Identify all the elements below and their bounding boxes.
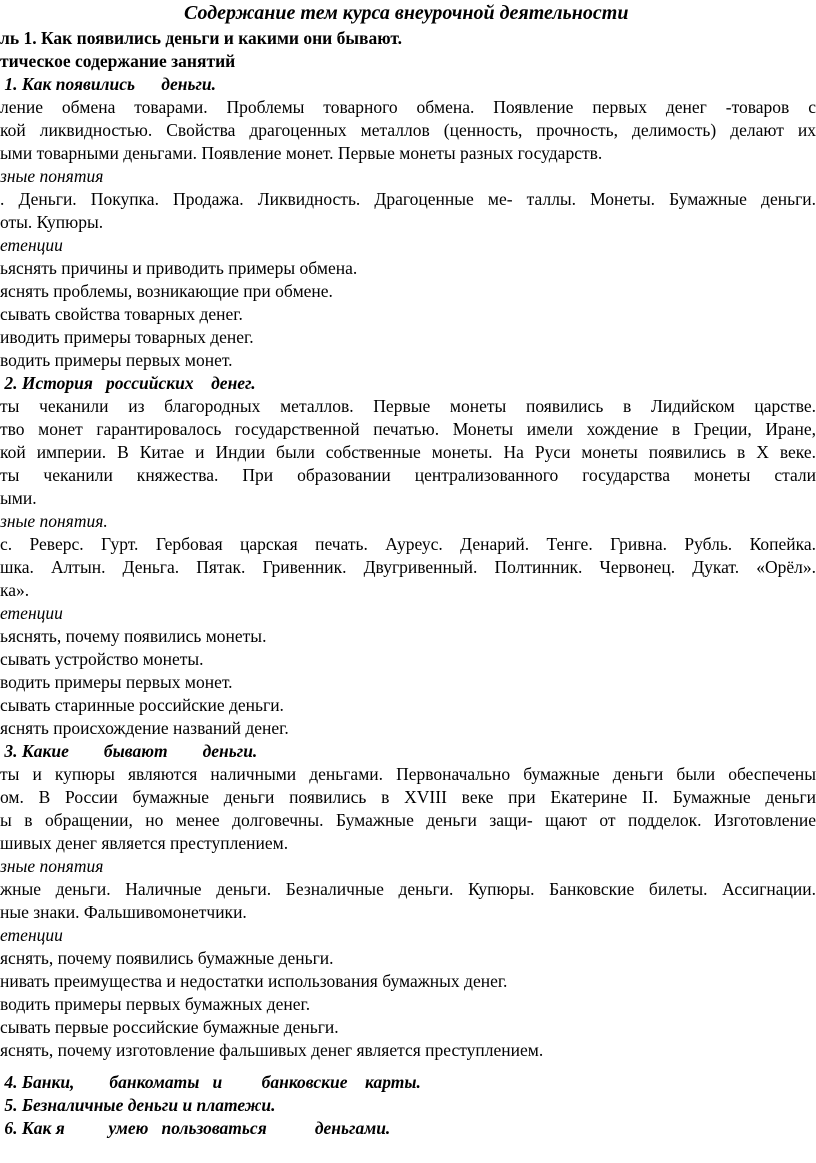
topic-3-competency: сывать первые российские бумажные деньги. [0, 1017, 339, 1037]
topic-2-competency: яснять происхождение названий денег. [0, 718, 289, 738]
topic-3-concepts-label: зные понятия [0, 856, 104, 876]
topic-3-competency: нивать преимущества и недостатки использования бумажных денег. [0, 971, 508, 991]
topic-1-paragraph-line: ыми товарными деньгами. Появление монет. Первые монеты разных государств. [0, 143, 603, 163]
topic-2-competencies-label: етенции [0, 603, 63, 623]
topic-3-competency: водить примеры первых бумажных денег. [0, 994, 311, 1014]
topic-3-competency: яснять, почему изготовление фальшивых денег является преступлением. [0, 1040, 544, 1060]
thematic-content-heading: тическое содержание занятий [0, 51, 236, 71]
topic-2-heading: 2. История российских денег. [0, 373, 256, 393]
topic-2-paragraph-line: ты чеканили княжества. При образовании централизованного государства монеты стали [0, 465, 816, 485]
topic-2-concepts-label: зные понятия. [0, 511, 108, 531]
topic-3-paragraph-line: шивых денег является преступлением. [0, 833, 289, 853]
topic-2-concepts-line: с. Реверс. Гурт. Гербовая царская печать. Ауреус. Денарий. Тенге. Гривна. Рубль. Копейка. [0, 534, 816, 554]
topic-2-competency: водить примеры первых монет. [0, 672, 233, 692]
topic-1-paragraph-line: ление обмена товарами. Проблемы товарного обмена. Появление первых денег -товаров с [0, 97, 816, 117]
topic-2-concepts-line: ка». [0, 580, 30, 600]
topic-1-competency: иводить примеры товарных денег. [0, 327, 254, 347]
topic-1-competency: ьяснять причины и приводить примеры обмена. [0, 258, 358, 278]
topic-2-competency: сывать устройство монеты. [0, 649, 204, 669]
topic-3-competencies-label: етенции [0, 925, 63, 945]
topic-3-paragraph-line: ты и купюры являются наличными деньгами. Первоначально бумажные деньги были обеспечены [0, 764, 816, 784]
topic-2-paragraph-line: ты чеканили из благородных металлов. Первые монеты появились в Лидийском царстве. [0, 396, 816, 416]
document-title: Содержание тем курса внеурочной деятельности [184, 2, 629, 24]
topic-2-competency: сывать старинные российские деньги. [0, 695, 284, 715]
topic-3-paragraph-line: ы в обращении, но менее долговечны. Бумажные деньги защи- щают от подделок. Изготовление [0, 810, 816, 830]
topic-2-paragraph-line: тво монет гарантировалось государственной печатью. Монеты имели хождение в Греции, Иране, [0, 419, 816, 439]
topic-4-heading: 4. Банки, банкоматы и банковские карты. [0, 1072, 421, 1092]
topic-1-concepts-line: оты. Купюры. [0, 212, 104, 232]
topic-6-heading: 6. Как я умею пользоваться деньгами. [0, 1118, 391, 1138]
topic-2-concepts-line: шка. Алтын. Деньга. Пятак. Гривенник. Двугривенный. Полтинник. Червонец. Дукат. «Орёл». [0, 557, 816, 577]
topic-3-competency: яснять, почему появились бумажные деньги. [0, 948, 334, 968]
topic-2-paragraph-line: кой империи. В Китае и Индии были собственные монеты. На Руси монеты появились в X веке. [0, 442, 816, 462]
topic-3-concepts-line: ные знаки. Фальшивомонетчики. [0, 902, 247, 922]
topic-1-heading: 1. Как появились деньги. [0, 74, 217, 94]
topic-2-competency: ьяснять, почему появились монеты. [0, 626, 267, 646]
topic-2-paragraph-line: ыми. [0, 488, 37, 508]
topic-3-concepts-line: жные деньги. Наличные деньги. Безналичные деньги. Купюры. Банковские билеты. Ассигнации. [0, 879, 816, 899]
topic-5-heading: 5. Безналичные деньги и платежи. [0, 1095, 276, 1115]
topic-3-heading: 3. Какие бывают деньги. [0, 741, 258, 761]
topic-3-paragraph-line: ом. В России бумажные деньги появились в XVIII веке при Екатерине II. Бумажные деньги [0, 787, 816, 807]
topic-1-competency: яснять проблемы, возникающие при обмене. [0, 281, 333, 301]
topic-1-competency: водить примеры первых монет. [0, 350, 233, 370]
module-heading: ль 1. Как появились деньги и какими они бывают. [0, 28, 403, 48]
topic-1-paragraph-line: кой ликвидностью. Свойства драгоценных металлов (ценность, прочность, делимость) делают их [0, 120, 816, 140]
topic-1-competency: сывать свойства товарных денег. [0, 304, 243, 324]
topic-1-competencies-label: етенции [0, 235, 63, 255]
topic-1-concepts-label: зные понятия [0, 166, 104, 186]
topic-1-concepts-line: . Деньги. Покупка. Продажа. Ликвидность. Драгоценные ме- таллы. Монеты. Бумажные деньги. [0, 189, 816, 209]
